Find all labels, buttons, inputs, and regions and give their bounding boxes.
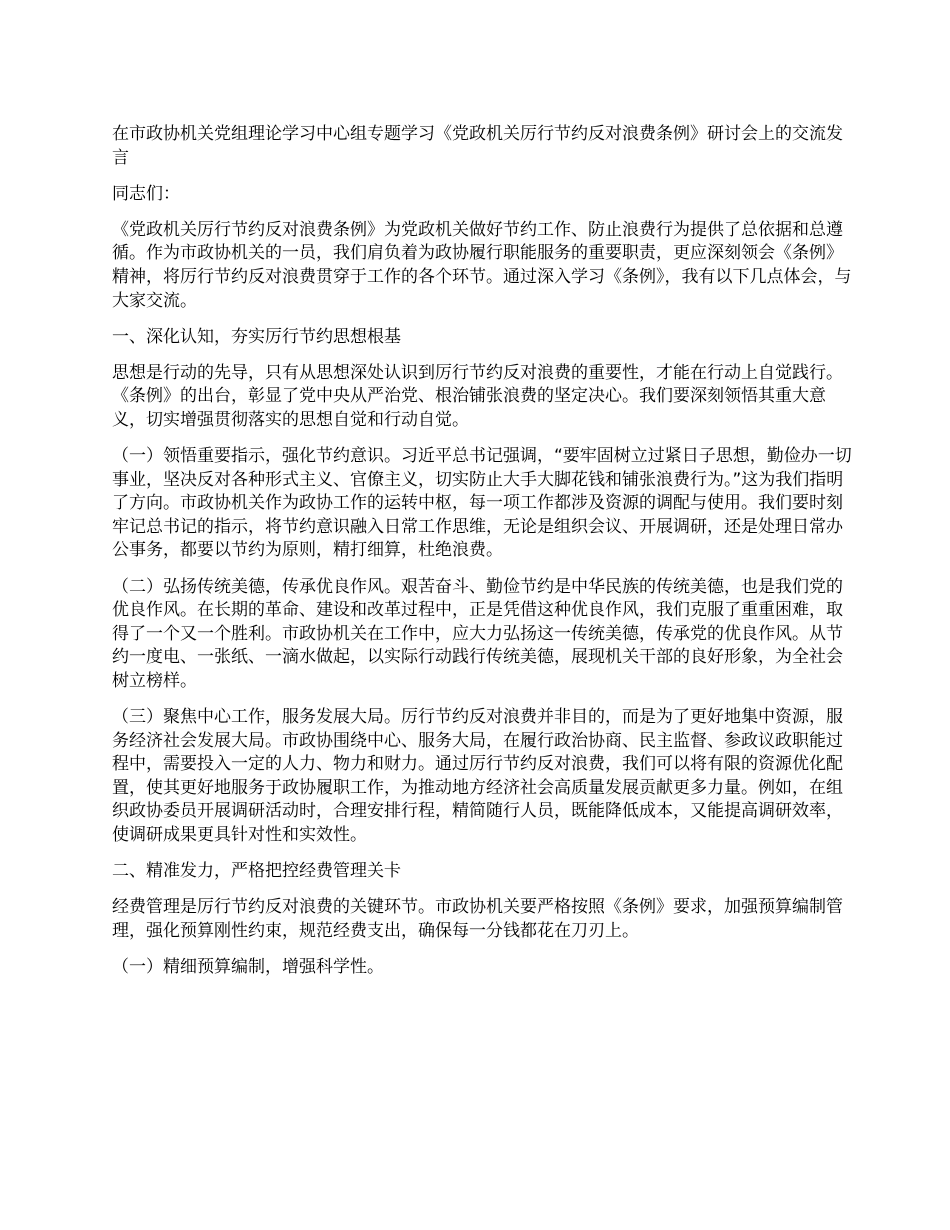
paragraph-intro: 《党政机关厉行节约反对浪费条例》为党政机关做好节约工作、防止浪费行为提供了总依据和总遵循。作为市政协机关的一员，我们肩负着为政协履行职能服务的重要职责，更应深刻领会《条例》精神，将厉行节约反对浪费贯穿于工作的各个环节。通过深入学习《条例》，我有以下几点体会，与大家交流。 [112, 219, 852, 311]
paragraph-section-1-intro: 思想是行动的先导，只有从思想深处认识到厉行节约反对浪费的重要性，才能在行动上自觉践行。《条例》的出台，彰显了党中央从严治党、根治铺张浪费的坚定决心。我们要深刻领悟其重大意义，切实增强贯彻落实的思想自觉和行动自觉。 [112, 362, 843, 430]
document-title: 在市政协机关党组理论学习中心组专题学习《党政机关厉行节约反对浪费条例》研讨会上的交流发言 [112, 124, 843, 168]
paragraph-section-1-item-2: （二）弘扬传统美德，传承优良作风。艰苦奋斗、勤俭节约是中华民族的传统美德，也是我们党的优良作风。在长期的革命、建设和改革过程中，正是凭借这种优良作风，我们克服了重重困难，取得了一个又一个胜利。市政协机关在工作中，应大力弘扬这一传统美德，传承党的优良作风。从节约一度电、一张纸、一滴水做起，以实际行动践行传统美德，展现机关干部的良好形象，为全社会树立榜样。 [112, 576, 843, 691]
paragraph-section-2-item-1: （一）精细预算编制，增强科学性。 [112, 956, 384, 977]
document-page [112, 123, 858, 992]
section-heading-1: 一、深化认知，夯实厉行节约思想根基 [112, 326, 401, 347]
paragraph-section-1-item-1: （一）领悟重要指示，强化节约意识。习近平总书记强调，“要牢固树立过紧日子思想，勤俭办一切事业，坚决反对各种形式主义、官僚主义，切实防止大手大脚花钱和铺张浪费行为。”这为我们指明了方向。市政协机关作为政协工作的运转中枢，每一项工作都涉及资源的调配与使用。我们要时刻牢记总书记的指示，将节约意识融入日常工作思维，无论是组织会议、开展调研，还是处理日常办公事务，都要以节约为原则，精打细算，杜绝浪费。 [112, 446, 852, 561]
section-heading-2: 二、精准发力，严格把控经费管理关卡 [112, 861, 401, 882]
salutation: 同志们： [112, 183, 180, 204]
paragraph-section-2-intro: 经费管理是厉行节约反对浪费的关键环节。市政协机关要严格按照《条例》要求，加强预算编制管理，强化预算刚性约束，规范经费支出，确保每一分钱都花在刀刃上。 [112, 897, 843, 941]
paragraph-section-1-item-3: （三）聚焦中心工作，服务发展大局。厉行节约反对浪费并非目的，而是为了更好地集中资源，服务经济社会发展大局。市政协围绕中心、服务大局，在履行政治协商、民主监督、参政议政职能过程中，需要投入一定的人力、物力和财力。通过厉行节约反对浪费，我们可以将有限的资源优化配置，使其更好地服务于政协履职工作，为推动地方经济社会高质量发展贡献更多力量。例如，在组织政协委员开展调研活动时，合理安排行程，精简随行人员，既能降低成本，又能提高调研效率，使调研成果更具针对性和实效性。 [112, 706, 843, 845]
